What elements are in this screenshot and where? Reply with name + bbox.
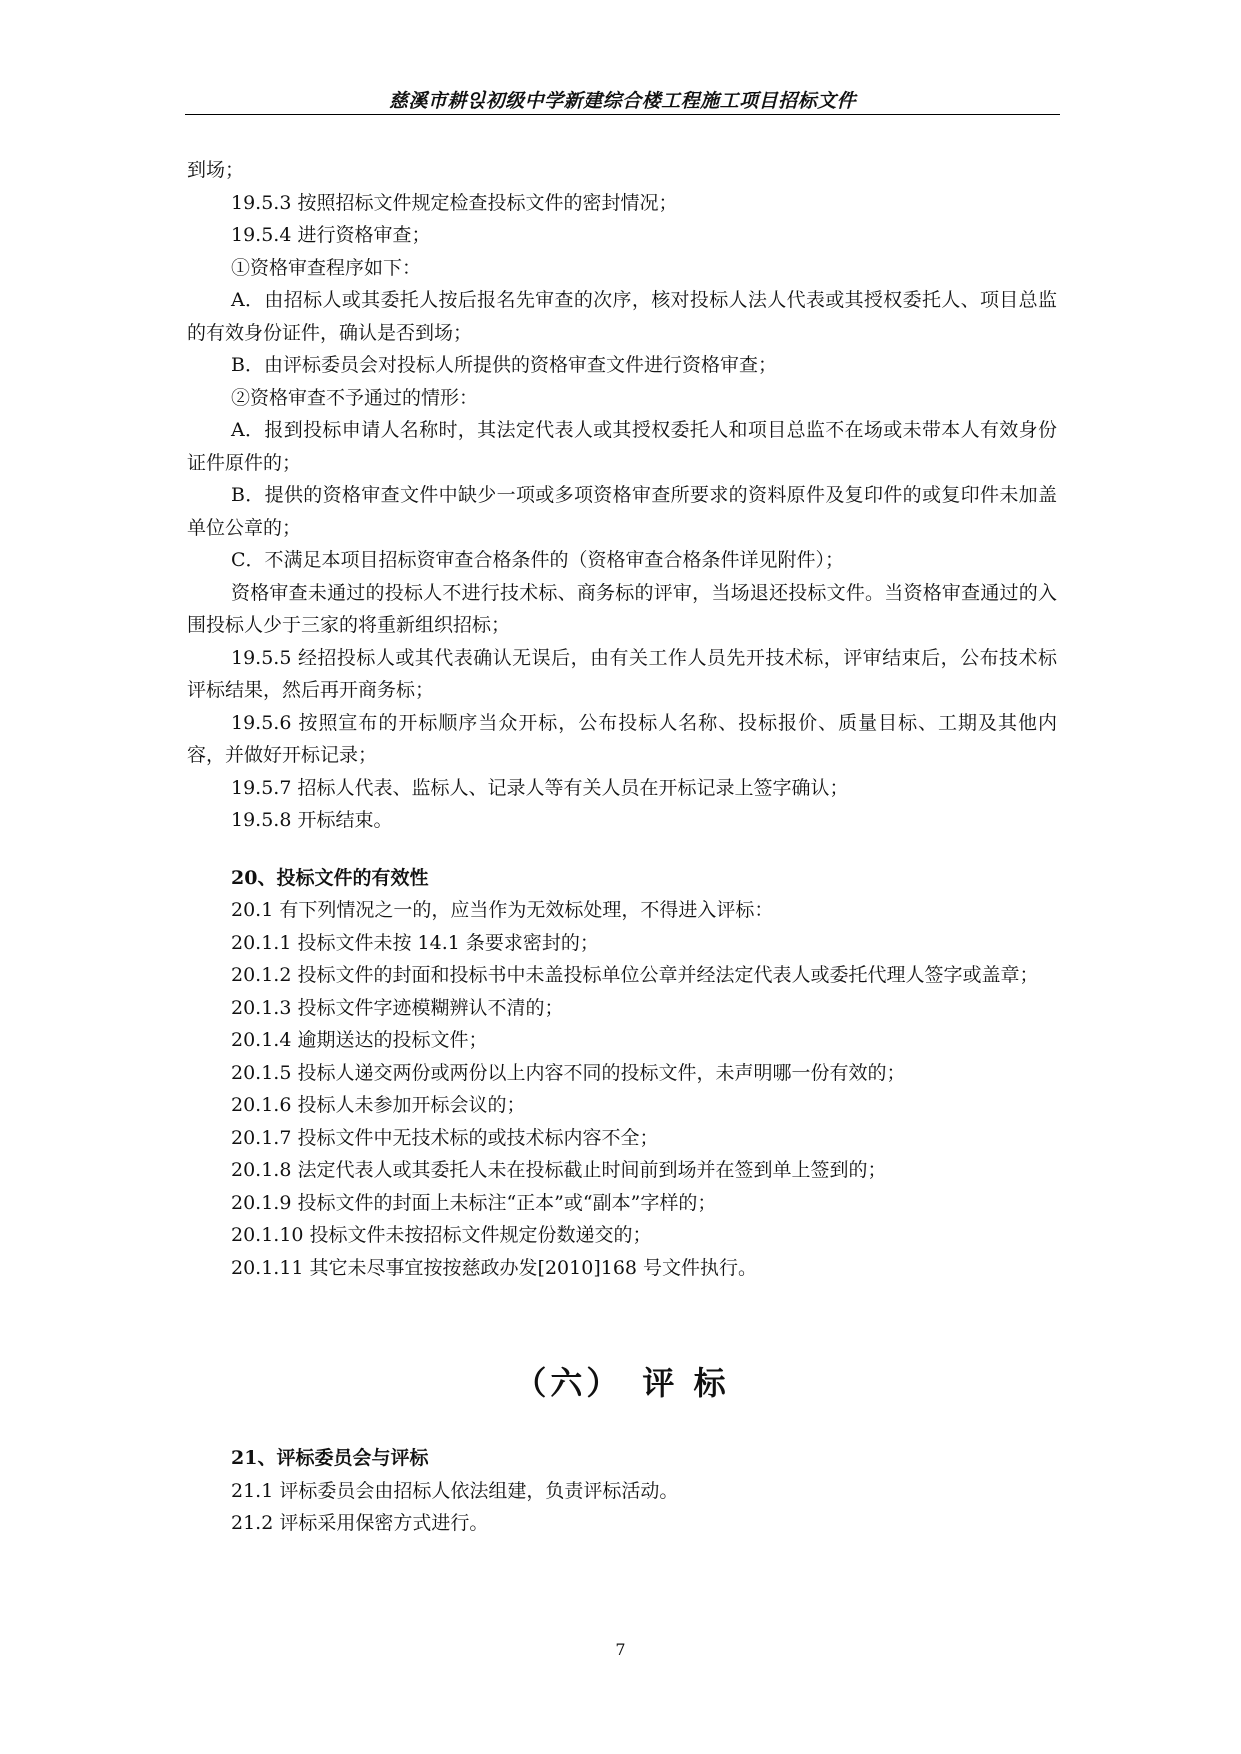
paragraph: 20.1.8 法定代表人或其委托人未在投标截止时间前到场并在签到单上签到的； <box>231 1159 887 1181</box>
paragraph: 19.5.8 开标结束。 <box>231 809 393 831</box>
header-rule <box>185 114 1060 115</box>
paragraph: 19.5.7 招标人代表、监标人、记录人等有关人员在开标记录上签字确认； <box>231 776 849 799</box>
page-body <box>187 154 1057 1540</box>
paragraph: 20.1.1 投标文件未按 14.1 条要求密封的； <box>231 931 599 954</box>
paragraph: 20.1.3 投标文件字迹模糊辨认不清的； <box>231 996 564 1019</box>
paragraph: 到场； <box>187 159 245 181</box>
paragraph: 资格审查未通过的投标人不进行技术标、商务标的评审，当场退还投标文件。当资格审查通过的入围投标人少于三家的将重新组织招标； <box>187 581 1057 636</box>
paragraph: ②资格审查不予通过的情形： <box>231 386 479 409</box>
paragraph: 20.1.9 投标文件的封面上未标注“正本”或“副本”字样的； <box>231 1191 717 1214</box>
paragraph: A．报到投标申请人名称时，其法定代表人或其授权委托人和项目总监不在场或未带本人有效身份证件原件的； <box>187 419 1057 474</box>
paragraph: 20.1.6 投标人未参加开标会议的； <box>231 1094 526 1116</box>
paragraph: 21.2 评标采用保密方式进行。 <box>231 1512 489 1534</box>
paragraph: A．由招标人或其委托人按后报名先审查的次序，核对投标人法人代表或其授权委托人、项目总监的有效身份证件，确认是否到场； <box>187 289 1057 344</box>
page-number: 7 <box>615 1640 626 1659</box>
paragraph: B．由评标委员会对投标人所提供的资格审查文件进行资格审查； <box>231 354 777 376</box>
paragraph: 21.1 评标委员会由招标人依法组建，负责评标活动。 <box>231 1479 679 1502</box>
section-title: 20、投标文件的有效性 <box>231 866 429 889</box>
paragraph: 20.1.11 其它未尽事宜按按慈政办发[2010]168 号文件执行。 <box>231 1256 758 1279</box>
paragraph: C．不满足本项目招标资审查合格条件的（资格审查合格条件详见附件）； <box>231 549 845 571</box>
document-header: 慈溪市耕읹初级中学新建综合楼工程施工项目招标文件 <box>388 90 857 112</box>
paragraph: 20.1.10 投标文件未按招标文件规定份数递交的； <box>231 1224 652 1246</box>
paragraph: 20.1.4 逾期送达的投标文件； <box>231 1029 488 1051</box>
paragraph: 19.5.4 进行资格审查； <box>231 224 431 246</box>
paragraph: ①资格审查程序如下： <box>231 256 422 279</box>
paragraph: 20.1.5 投标人递交两份或两份以上内容不同的投标文件，未声明哪一份有效的； <box>231 1061 906 1084</box>
paragraph: 19.5.6 按照宣布的开标顺序当众开标，公布投标人名称、投标报价、质量目标、工期及其他内容，并做好开标记录； <box>187 711 1057 766</box>
paragraph: 19.5.3 按照招标文件规定检查投标文件的密封情况； <box>231 191 678 214</box>
paragraph: 20.1 有下列情况之一的，应当作为无效标处理，不得进入评标： <box>231 899 774 921</box>
paragraph: B．提供的资格审查文件中缺少一项或多项资格审查所要求的资料原件及复印件的或复印件未加盖单位公章的； <box>187 484 1057 539</box>
paragraph: 20.1.7 投标文件中无技术标的或技术标内容不全； <box>231 1126 659 1149</box>
paragraph: 20.1.2 投标文件的封面和投标书中未盖投标单位公章并经法定代表人或委托代理人签字或盖章； <box>231 964 1039 986</box>
chapter-title: （六） 评 标 <box>514 1364 730 1402</box>
paragraph: 19.5.5 经招投标人或其代表确认无误后，由有关工作人员先开技术标，评审结束后，公布技术标评标结果，然后再开商务标； <box>187 646 1057 701</box>
section-title: 21、评标委员会与评标 <box>231 1447 429 1469</box>
